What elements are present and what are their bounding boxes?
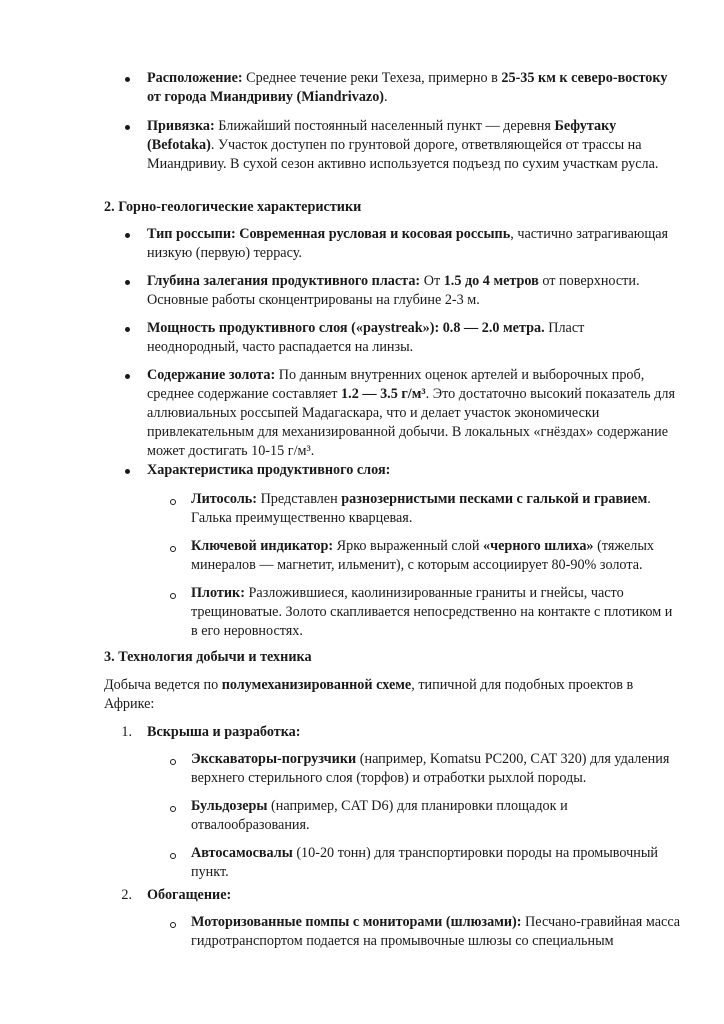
- deposit-type-item: Тип россыпи: Современная русловая и косовая россыпь, частично затрагивающая низкую (первую) террасу.: [147, 226, 669, 261]
- bold-text: Расположение:: [147, 70, 243, 86]
- indicator-item: Ключевой индикатор: Ярко выраженный слой «черного шлиха» (тяжелых минералов — магнетит, ильменит), с которым ассоциирует 80-90% золота.: [191, 538, 654, 573]
- bold-text: 25-35 км к северо-востоку от города Миандривиу (Miandrivazo): [147, 70, 668, 105]
- sub-bullet-icon: [170, 546, 176, 552]
- sub-bullet-icon: [170, 499, 176, 505]
- lithology-item: Литосоль: Представлен разнозернистыми песками с галькой и гравием. Галька преимущественно кварцевая.: [191, 491, 651, 526]
- bold-text: «черного шлиха»: [483, 538, 594, 554]
- bedrock-item: Плотик: Разложившиеся, каолинизированные граниты и гнейсы, часто трещиноватые. Золото скапливается непосредственно на контакте с плотиком и в его неровностях.: [191, 585, 673, 639]
- bold-text: полумеханизированной схеме: [221, 677, 412, 693]
- gold-content-item: Содержание золота: По данным внутренних оценок артелей и выборочных проб, среднее содержание составляет 1.2 — 3.5 г/м³. Это достаточно высокий показатель для аллювиальных россыпей Мадагаскара, что и делает участок экономически привлекательным для механизированной добычи. В локальных «гнёздах» содержание может достигать 10-15 г/м³.: [147, 367, 676, 459]
- bold-text: Содержание золота:: [147, 367, 276, 383]
- thickness-item: Мощность продуктивного слоя («paystreak»): 0.8 — 2.0 метра. Пласт неоднородный, часто распадается на линзы.: [147, 320, 585, 355]
- sub-bullet-icon: [170, 759, 176, 765]
- sub-bullet-icon: [170, 806, 176, 812]
- section-heading: 3. Технология добычи и техника: [104, 649, 312, 665]
- bold-text: Характеристика продуктивного слоя:: [147, 462, 391, 478]
- intro-paragraph: Добыча ведется по полумеханизированной схеме, типичной для подобных проектов в Африке:: [104, 677, 634, 712]
- bold-text: Бульдозеры: [191, 798, 268, 814]
- bold-text: Моторизованные помпы с мониторами (шлюзами):: [191, 914, 522, 930]
- bold-text: Мощность продуктивного слоя («paystreak»): 0.8 — 2.0 метра.: [147, 320, 545, 336]
- reference-item: Привязка: Ближайший постоянный населенный пункт — деревня Бефутаку (Befotaka). Участок доступен по грунтовой дороге, ответвляющейся от трассы на Миандривиу. В сухой сезон активно используется подъезд по сухим участкам русла.: [147, 118, 659, 172]
- bullet-icon: [125, 374, 130, 379]
- bullet-icon: [125, 233, 130, 238]
- layer-characteristics-item: [147, 461, 677, 480]
- section-heading: 2. Горно-геологические характеристики: [104, 199, 362, 215]
- sub-bullet-icon: [170, 922, 176, 928]
- bold-text: разнозернистыми песками с галькой и гравием: [341, 491, 648, 507]
- list-heading: Обогащение:: [147, 887, 232, 903]
- bold-text: Глубина залегания продуктивного пласта:: [147, 273, 421, 289]
- list-number: 1.: [121, 724, 132, 740]
- depth-item: Глубина залегания продуктивного пласта: От 1.5 до 4 метров от поверхности. Основные работы сконцентрированы на глубине 2-3 м.: [147, 273, 640, 308]
- bold-text: Тип россыпи: Современная русловая и косовая россыпь: [147, 226, 511, 242]
- list-number: 2.: [121, 887, 132, 903]
- bold-text: Автосамосвалы: [191, 845, 293, 861]
- sub-bullet-icon: [170, 593, 176, 599]
- bold-text: 1.2 — 3.5 г/м³: [341, 386, 426, 402]
- bold-text: Бефутаку (Befotaka): [147, 118, 617, 153]
- bold-text: Экскаваторы-погрузчики: [191, 751, 357, 767]
- bullet-icon: [125, 77, 130, 82]
- pump-item: Моторизованные помпы с мониторами (шлюзами): Песчано-гравийная масса гидротранспортом подается на промывочные шлюзы со специальным: [191, 914, 681, 949]
- bold-text: Ключевой индикатор:: [191, 538, 334, 554]
- excavator-item: Экскаваторы-погрузчики (например, Komatsu PC200, CAT 320) для удаления верхнего стерильного слоя (торфов) и отработки рыхлой породы.: [191, 751, 670, 786]
- bold-text: Литосоль:: [191, 491, 258, 507]
- bullet-icon: [125, 280, 130, 285]
- bold-text: Привязка:: [147, 118, 215, 134]
- bullet-icon: [125, 327, 130, 332]
- bullet-icon: [125, 125, 130, 130]
- dump-truck-item: Автосамосвалы (10-20 тонн) для транспортировки породы на промывочный пункт.: [191, 845, 658, 880]
- sub-bullet-icon: [170, 853, 176, 859]
- bullet-icon: [125, 469, 130, 474]
- bold-text: Плотик:: [191, 585, 245, 601]
- bulldozer-item: Бульдозеры (например, CAT D6) для планировки площадок и отвалообразования.: [191, 798, 568, 833]
- list-heading: Вскрыша и разработка:: [147, 724, 301, 740]
- bold-text: 1.5 до 4 метров: [443, 273, 539, 289]
- location-item: Расположение: Среднее течение реки Техеза, примерно в 25-35 км к северо-востоку от города Миандривиу (Miandrivazo).: [147, 70, 668, 105]
